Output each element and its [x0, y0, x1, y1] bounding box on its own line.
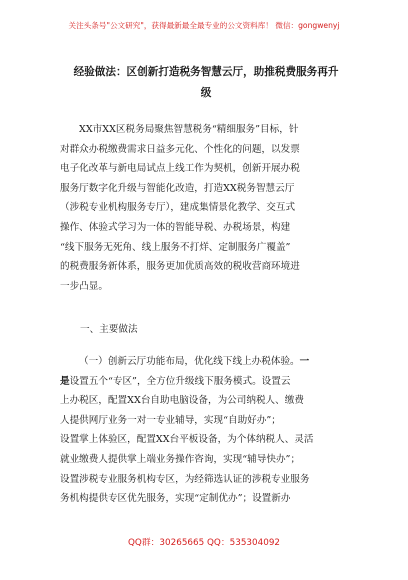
paragraph-line: 上办税区，配置XX台自助电脑设备，为公司纳税人、缴费: [60, 395, 304, 407]
measures-paragraph: [60, 352, 352, 509]
paragraph-line: 设置掌上体验区，配置XX台平板设备，为个体纳税人、灵活: [60, 434, 314, 446]
paragraph-line: 设置涉税专业服务机构专区，为经筛选认证的涉税专业服务: [60, 473, 310, 485]
line-text: （一）创新云厅功能布局，优化线下线上办税体验。: [79, 356, 300, 367]
footer-contact: QQ群：30265665 QQ：535304092: [127, 538, 281, 548]
paragraph-line: 操作、体验式学习为一体的智能导税、办税场景，构建: [60, 221, 291, 233]
paragraph-line: 的税费服务新体系，服务更加优质高效的税收营商环境进: [60, 261, 300, 273]
paragraph-line: 服务厅数字化升级与智能化改造，打造XX税务智慧云厅: [60, 182, 295, 194]
paragraph-line: 就业缴费人提供掌上端业务操作咨询，实现“辅导快办”；: [60, 453, 301, 465]
document-title: [58, 62, 354, 104]
emphasis-text: 是: [60, 375, 70, 387]
paragraph-line: [60, 372, 352, 392]
header-notice: 关注头条号"公文研究"，获得最新最全最专业的公文资料库！ 微信：gongwenyj: [68, 21, 340, 30]
paragraph-line: “线下服务无死角、线上服务不打烊、定制服务广覆盖”: [60, 241, 291, 253]
paragraph-line: [60, 352, 352, 372]
paragraph-line: 务机构提供专区优先服务，实现“定制优办”；设置新办: [60, 493, 291, 505]
paragraph-line: 对群众办税缴费需求日益多元化、个性化的问题，以发票: [60, 143, 300, 155]
paragraph-line: 一步凸显。: [60, 280, 108, 292]
section-heading: 一、主要做法: [80, 324, 138, 335]
title-line: 经验做法：区创新打造税务智慧云厅，助推税费服务再升: [73, 66, 339, 78]
title-line: 级: [200, 87, 212, 99]
emphasis-text: 一: [299, 356, 310, 367]
paragraph-line: 电子化改革与新电局试点上线工作为契机，创新开展办税: [60, 163, 300, 175]
paragraph-line: 人提供网厅业务一对一专业辅导，实现“自助好办”；: [60, 414, 281, 426]
paragraph-line: XX市XX区税务局聚焦智慧税务“精细服务”目标，针: [79, 124, 299, 135]
paragraph-line: （涉税专业机构服务专厅），建成集情景化教学、交互式: [60, 202, 296, 214]
line-text: 设置五个“专区”，全方位升级线下服务模式。设置云: [69, 375, 291, 387]
intro-paragraph: [60, 120, 352, 296]
